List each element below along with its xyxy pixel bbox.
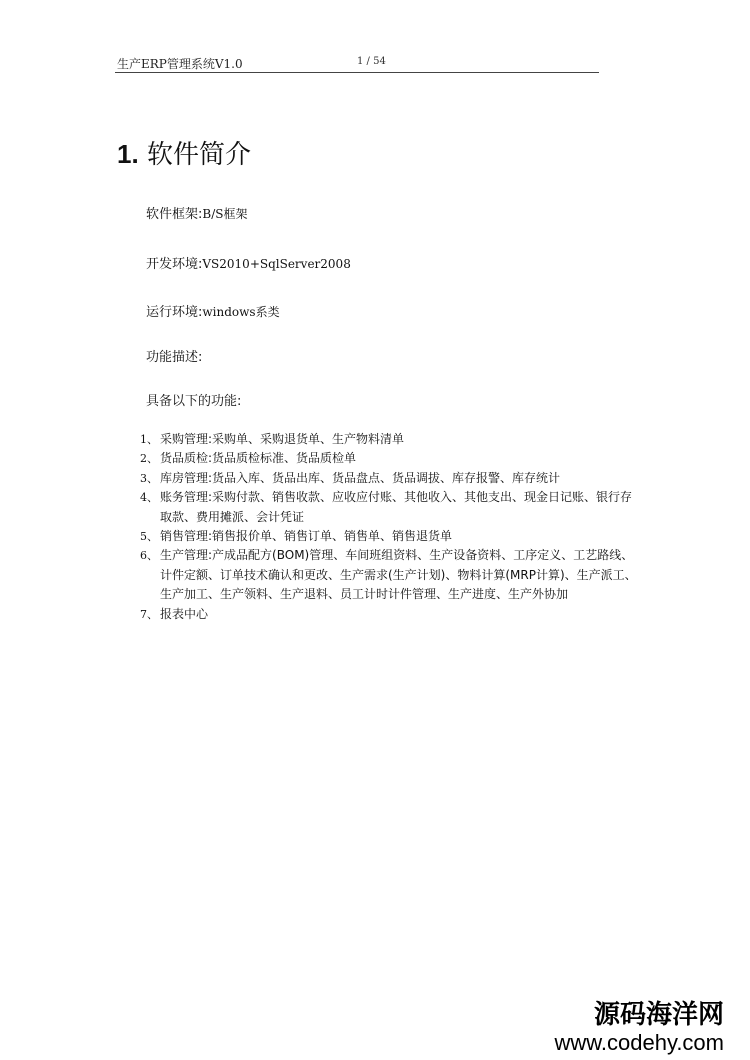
dev-env-line — [146, 253, 351, 272]
framework-label: 软件框架: — [146, 207, 203, 222]
watermark-url: www.codehy.com — [554, 1030, 724, 1055]
list-item — [140, 546, 640, 604]
framework-line — [146, 203, 247, 222]
section-heading — [117, 134, 251, 171]
list-item-number: 2、 — [140, 452, 158, 466]
list-item — [140, 430, 640, 449]
list-item — [140, 488, 640, 527]
header-rule — [115, 72, 599, 73]
list-item-text: 货品质检:货品质检标准、货品质检单 — [160, 451, 357, 466]
list-item-number: 7、 — [140, 607, 158, 621]
list-item-number: 6、 — [140, 549, 158, 563]
list-item-text: 生产管理:产成品配方(BOM)管理、车间班组资料、生产设备资料、工序定义、工艺路线、计件定额、订单技术确认和更改、生产需求(生产计划)、物料计算(MRP计算)、生产派工、生产加工、生产领料、生产退料、员工计时计件管理、生产进度、生产外协加 — [160, 548, 637, 602]
func-desc-label: 功能描述: — [146, 350, 203, 365]
section-title: 软件简介 — [146, 140, 251, 170]
list-item — [140, 469, 640, 488]
watermark — [554, 1000, 724, 1056]
dev-env-label: 开发环境: — [146, 257, 203, 272]
run-env-value: windows系类 — [202, 305, 280, 319]
run-env-label: 运行环境: — [146, 305, 203, 320]
list-item — [140, 527, 640, 546]
dev-env-value: VS2010+SqlServer2008 — [202, 257, 351, 271]
list-item-text: 账务管理:采购付款、销售收款、应收应付账、其他收入、其他支出、现金日记账、银行存取款、费用摊派、会计凭证 — [160, 490, 633, 524]
list-item-number: 4、 — [140, 491, 158, 505]
section-number: 1. — [117, 139, 139, 169]
list-item — [140, 449, 640, 468]
list-item-number: 5、 — [140, 530, 158, 544]
run-env-line — [146, 301, 280, 320]
list-item-number: 1、 — [140, 433, 158, 446]
watermark-site-name: 源码海洋网 — [593, 1000, 724, 1030]
list-item-text: 库房管理:货品入库、货品出库、货品盘点、货品调拔、库存报警、库存统计 — [160, 470, 561, 485]
list-item — [140, 605, 640, 624]
features-intro: 具备以下的功能: — [146, 394, 242, 409]
page-indicator: 1 / 54 — [357, 56, 386, 67]
header-doc-title: 生产ERP管理系统V1.0 — [117, 57, 243, 71]
list-item-text: 采购管理:采购单、采购退货单、生产物料清单 — [160, 432, 405, 446]
framework-value: B/S框架 — [202, 207, 248, 221]
list-item-text: 报表中心 — [160, 606, 209, 621]
list-item-text: 销售管理:销售报价单、销售订单、销售单、销售退货单 — [160, 529, 453, 544]
list-item-number: 3、 — [140, 471, 158, 485]
feature-list — [140, 430, 640, 624]
